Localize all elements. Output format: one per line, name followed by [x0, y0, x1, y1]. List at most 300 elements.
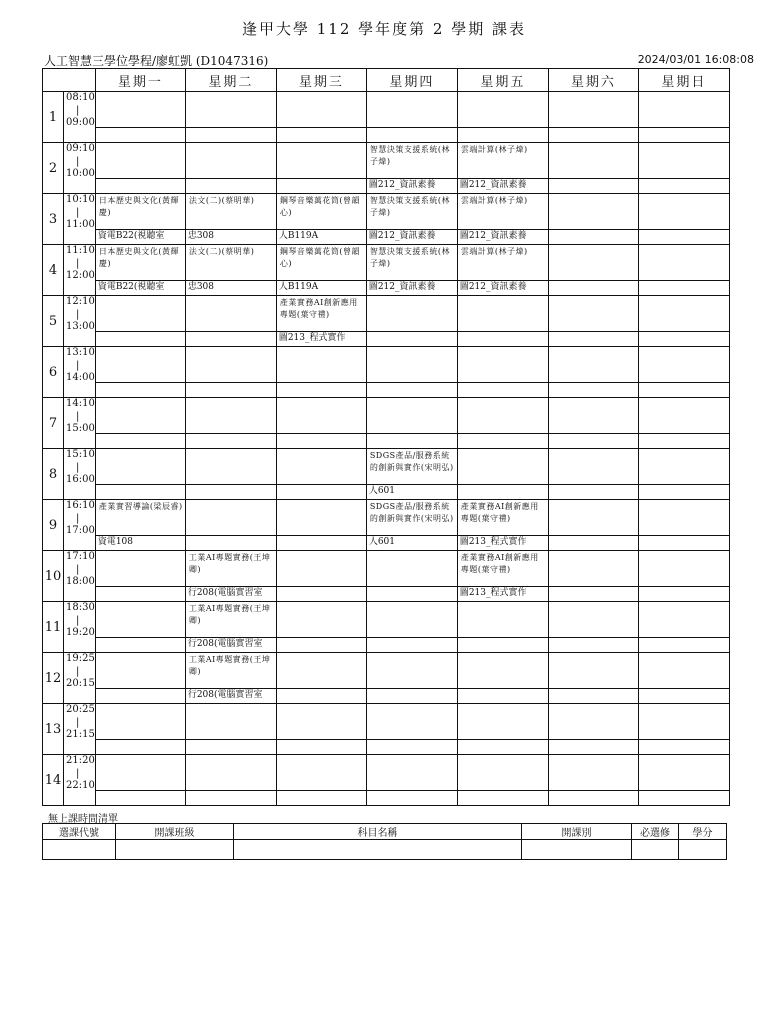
- period-number: 5: [43, 296, 64, 347]
- cell-divider: [549, 331, 638, 332]
- page-title: 逢甲大學 112 學年度第 2 學期 課表: [241, 20, 526, 38]
- course-name: 工業AI專題實務(王坤卿): [188, 655, 271, 676]
- schedule-cell: [95, 551, 185, 602]
- no-class-list-table: [42, 823, 727, 860]
- period-number: 6: [43, 347, 64, 398]
- period-time: [64, 296, 96, 347]
- cell-divider: [277, 484, 366, 485]
- period-time: [64, 449, 96, 500]
- schedule-cell: [548, 398, 638, 449]
- period-separator: |: [76, 512, 80, 524]
- schedule-cell: [276, 296, 366, 347]
- period-end: 20:15: [66, 678, 95, 689]
- schedule-cell: [185, 755, 276, 806]
- cell-divider: [96, 586, 185, 587]
- period-separator: |: [76, 716, 80, 728]
- course-room: 圖213_程式實作: [459, 588, 527, 598]
- schedule-cell: [276, 704, 366, 755]
- period-number: 1: [43, 92, 64, 143]
- day-header-fri: 星期五: [457, 69, 548, 92]
- schedule-cell: [185, 194, 276, 245]
- period-end: 19:20: [66, 627, 95, 638]
- period-start: 17:10: [66, 551, 95, 562]
- cell-divider: [96, 178, 185, 179]
- schedule-cell: [457, 143, 548, 194]
- schedule-cell: [276, 347, 366, 398]
- column-header: 開課別: [522, 824, 632, 840]
- cell-divider: [639, 127, 729, 128]
- cell-divider: [186, 433, 276, 434]
- timetable-header-row: [43, 69, 730, 92]
- period-end: 17:00: [66, 525, 95, 536]
- schedule-cell: [185, 500, 276, 551]
- course-name: 雲端計算(林子煒): [460, 196, 528, 205]
- no-class-list-cell: [632, 840, 679, 860]
- schedule-cell: [185, 704, 276, 755]
- course-name: 雲端計算(林子煒): [460, 247, 528, 256]
- course-room: 圖212_資訊素養: [459, 231, 527, 241]
- cell-divider: [277, 637, 366, 638]
- schedule-cell: [548, 296, 638, 347]
- course-room: 圖212_資訊素養: [459, 180, 527, 190]
- course-room: 圖212_資訊素養: [368, 180, 436, 190]
- period-separator: |: [76, 410, 80, 422]
- column-header: 開課班級: [116, 824, 234, 840]
- cell-divider: [549, 535, 638, 536]
- student-info: 人工智慧三學位學程/廖虹凱 (D1047316): [44, 54, 269, 68]
- schedule-cell: [638, 194, 729, 245]
- cell-divider: [96, 790, 185, 791]
- schedule-cell: [276, 194, 366, 245]
- period-number: 14: [43, 755, 64, 806]
- cell-divider: [367, 331, 457, 332]
- course-room: 圖213_程式實作: [459, 537, 527, 547]
- period-number: 11: [43, 602, 64, 653]
- schedule-cell: [95, 143, 185, 194]
- course-room: 圖212_資訊素養: [368, 231, 436, 241]
- cell-divider: [277, 688, 366, 689]
- schedule-cell: [638, 704, 729, 755]
- schedule-cell: [276, 92, 366, 143]
- schedule-cell: [457, 347, 548, 398]
- course-room: 行208(電腦實習室: [187, 639, 263, 649]
- course-room: 行208(電腦實習室: [187, 588, 263, 598]
- cell-divider: [549, 229, 638, 230]
- cell-divider: [277, 790, 366, 791]
- cell-divider: [277, 178, 366, 179]
- period-end: 09:00: [66, 117, 95, 128]
- course-room: 圖212_資訊素養: [459, 282, 527, 292]
- period-number: 2: [43, 143, 64, 194]
- column-header: 科目名稱: [234, 824, 522, 840]
- period-row: [43, 602, 730, 653]
- schedule-cell: [548, 755, 638, 806]
- period-end: 16:00: [66, 474, 95, 485]
- schedule-cell: [457, 500, 548, 551]
- schedule-cell: [366, 449, 457, 500]
- course-name: 工業AI專題實務(王坤卿): [188, 604, 271, 625]
- schedule-cell: [366, 398, 457, 449]
- schedule-cell: [276, 551, 366, 602]
- schedule-cell: [95, 449, 185, 500]
- period-row: [43, 500, 730, 551]
- cell-divider: [186, 790, 276, 791]
- schedule-cell: [548, 551, 638, 602]
- cell-divider: [367, 637, 457, 638]
- schedule-cell: [457, 602, 548, 653]
- course-name: 法文(二)(蔡明華): [188, 247, 255, 256]
- schedule-cell: [638, 755, 729, 806]
- cell-divider: [367, 127, 457, 128]
- course-name: 日本歷史與文化(黃輝慶): [98, 247, 179, 268]
- no-class-list-title: 無上課時間清單: [48, 814, 118, 825]
- schedule-cell: [276, 602, 366, 653]
- schedule-cell: [366, 755, 457, 806]
- period-separator: |: [76, 767, 80, 779]
- course-room: 行208(電腦實習室: [187, 690, 263, 700]
- course-room: 忠308: [187, 231, 215, 241]
- cell-divider: [549, 433, 638, 434]
- column-header: 必選修: [632, 824, 679, 840]
- cell-divider: [186, 382, 276, 383]
- course-room: 圖213_程式實作: [278, 333, 346, 343]
- schedule-cell: [366, 653, 457, 704]
- schedule-cell: [185, 143, 276, 194]
- period-end: 15:00: [66, 423, 95, 434]
- schedule-cell: [95, 194, 185, 245]
- schedule-cell: [95, 347, 185, 398]
- schedule-cell: [638, 296, 729, 347]
- course-name: 產業實習導論(梁辰睿): [98, 502, 183, 511]
- course-room: 人B119A: [278, 282, 319, 292]
- schedule-cell: [185, 602, 276, 653]
- period-row: [43, 653, 730, 704]
- period-end: 14:00: [66, 372, 95, 383]
- period-row: [43, 92, 730, 143]
- cell-divider: [458, 331, 548, 332]
- schedule-cell: [95, 500, 185, 551]
- period-number: 4: [43, 245, 64, 296]
- cell-divider: [639, 229, 729, 230]
- no-class-list-cell: [679, 840, 727, 860]
- schedule-cell: [548, 449, 638, 500]
- cell-divider: [186, 739, 276, 740]
- column-header: 學分: [679, 824, 727, 840]
- schedule-cell: [457, 755, 548, 806]
- cell-divider: [458, 433, 548, 434]
- course-room: 人601: [368, 486, 396, 496]
- period-row: [43, 194, 730, 245]
- cell-divider: [96, 739, 185, 740]
- day-header-mon: 星期一: [95, 69, 185, 92]
- schedule-cell: [276, 755, 366, 806]
- schedule-cell: [276, 143, 366, 194]
- cell-divider: [639, 280, 729, 281]
- cell-divider: [277, 586, 366, 587]
- period-row: [43, 551, 730, 602]
- course-room: 圖212_資訊素養: [368, 282, 436, 292]
- schedule-cell: [366, 347, 457, 398]
- cell-divider: [639, 586, 729, 587]
- cell-divider: [639, 790, 729, 791]
- timetable-body: [43, 92, 730, 806]
- course-name: 鋼琴音樂萬花筒(曾韻心): [279, 196, 360, 217]
- cell-divider: [458, 739, 548, 740]
- cell-divider: [549, 739, 638, 740]
- period-end: 10:00: [66, 168, 95, 179]
- schedule-cell: [548, 704, 638, 755]
- schedule-cell: [548, 92, 638, 143]
- schedule-cell: [276, 245, 366, 296]
- schedule-cell: [638, 347, 729, 398]
- schedule-cell: [638, 602, 729, 653]
- period-separator: |: [76, 155, 80, 167]
- period-separator: |: [76, 461, 80, 473]
- period-number: 9: [43, 500, 64, 551]
- schedule-cell: [366, 245, 457, 296]
- cell-divider: [639, 688, 729, 689]
- period-time: [64, 194, 96, 245]
- schedule-cell: [638, 143, 729, 194]
- schedule-cell: [638, 92, 729, 143]
- cell-divider: [458, 484, 548, 485]
- period-row: [43, 347, 730, 398]
- cell-divider: [458, 637, 548, 638]
- cell-divider: [458, 127, 548, 128]
- schedule-cell: [548, 194, 638, 245]
- period-end: 18:00: [66, 576, 95, 587]
- cell-divider: [186, 178, 276, 179]
- course-room: 忠308: [187, 282, 215, 292]
- course-name: 日本歷史與文化(黃輝慶): [98, 196, 179, 217]
- cell-divider: [96, 433, 185, 434]
- schedule-cell: [548, 653, 638, 704]
- period-end: 21:15: [66, 729, 95, 740]
- cell-divider: [549, 382, 638, 383]
- cell-divider: [96, 331, 185, 332]
- period-separator: |: [76, 257, 80, 269]
- cell-divider: [277, 382, 366, 383]
- period-time: [64, 143, 96, 194]
- schedule-cell: [366, 602, 457, 653]
- course-name: 產業實務AI創新應用專題(葉守禮): [460, 553, 539, 574]
- cell-divider: [96, 382, 185, 383]
- period-start: 13:10: [66, 347, 95, 358]
- no-class-list-row: [43, 840, 727, 860]
- day-header-wed: 星期三: [276, 69, 366, 92]
- no-class-list-cell: [234, 840, 522, 860]
- cell-divider: [549, 790, 638, 791]
- cell-divider: [549, 688, 638, 689]
- period-row: [43, 143, 730, 194]
- period-row: [43, 398, 730, 449]
- period-time: [64, 245, 96, 296]
- period-separator: |: [76, 206, 80, 218]
- period-start: 08:10: [66, 92, 95, 103]
- period-separator: |: [76, 104, 80, 116]
- cell-divider: [186, 484, 276, 485]
- cell-divider: [639, 739, 729, 740]
- cell-divider: [367, 382, 457, 383]
- schedule-cell: [185, 92, 276, 143]
- schedule-cell: [95, 704, 185, 755]
- cell-divider: [639, 331, 729, 332]
- cell-divider: [639, 484, 729, 485]
- period-time: [64, 704, 96, 755]
- cell-divider: [186, 331, 276, 332]
- period-start: 09:10: [66, 143, 95, 154]
- day-header-thu: 星期四: [366, 69, 457, 92]
- course-name: SDGS產品/服務系統的創新與實作(宋明弘): [369, 451, 454, 472]
- cell-divider: [186, 535, 276, 536]
- period-time: [64, 755, 96, 806]
- schedule-cell: [366, 551, 457, 602]
- cell-divider: [639, 382, 729, 383]
- schedule-cell: [457, 653, 548, 704]
- course-room: 資電108: [97, 537, 134, 547]
- cell-divider: [549, 178, 638, 179]
- period-number: 8: [43, 449, 64, 500]
- cell-divider: [549, 586, 638, 587]
- cell-divider: [458, 790, 548, 791]
- period-time: [64, 92, 96, 143]
- period-separator: |: [76, 614, 80, 626]
- period-row: [43, 704, 730, 755]
- course-name: 產業實務AI創新應用專題(葉守禮): [460, 502, 539, 523]
- period-number: 12: [43, 653, 64, 704]
- no-class-list-cell: [43, 840, 116, 860]
- period-row: [43, 449, 730, 500]
- course-room: 資電B22(視聽室: [97, 231, 165, 241]
- course-name: 工業AI專題實務(王坤卿): [188, 553, 271, 574]
- period-start: 19:25: [66, 653, 95, 664]
- period-row: [43, 296, 730, 347]
- schedule-cell: [185, 347, 276, 398]
- cell-divider: [96, 637, 185, 638]
- cell-divider: [639, 535, 729, 536]
- cell-divider: [367, 433, 457, 434]
- course-room: 人B119A: [278, 231, 319, 241]
- period-start: 18:30: [66, 602, 95, 613]
- schedule-cell: [366, 296, 457, 347]
- schedule-cell: [457, 398, 548, 449]
- no-class-list-header-row: [43, 824, 727, 840]
- course-name: 智慧決策支援系統(林子煒): [369, 145, 450, 166]
- schedule-cell: [638, 500, 729, 551]
- schedule-cell: [95, 245, 185, 296]
- schedule-cell: [95, 296, 185, 347]
- period-number: 7: [43, 398, 64, 449]
- schedule-cell: [457, 194, 548, 245]
- schedule-cell: [95, 92, 185, 143]
- period-separator: |: [76, 563, 80, 575]
- cell-divider: [639, 178, 729, 179]
- course-name: SDGS產品/服務系統的創新與實作(宋明弘): [369, 502, 454, 523]
- period-start: 15:10: [66, 449, 95, 460]
- schedule-cell: [366, 92, 457, 143]
- cell-divider: [549, 484, 638, 485]
- period-time: [64, 602, 96, 653]
- day-header-tue: 星期二: [185, 69, 276, 92]
- cell-divider: [549, 637, 638, 638]
- no-class-list-body: [43, 840, 727, 860]
- schedule-cell: [548, 602, 638, 653]
- cell-divider: [277, 535, 366, 536]
- schedule-cell: [366, 704, 457, 755]
- cell-divider: [639, 433, 729, 434]
- schedule-cell: [638, 449, 729, 500]
- schedule-cell: [457, 245, 548, 296]
- cell-divider: [277, 127, 366, 128]
- period-end: 22:10: [66, 780, 95, 791]
- day-header-sat: 星期六: [548, 69, 638, 92]
- schedule-cell: [185, 296, 276, 347]
- schedule-cell: [185, 449, 276, 500]
- schedule-cell: [457, 449, 548, 500]
- period-time: [64, 500, 96, 551]
- schedule-cell: [638, 551, 729, 602]
- cell-divider: [96, 127, 185, 128]
- period-start: 12:10: [66, 296, 95, 307]
- schedule-cell: [185, 398, 276, 449]
- corner-cell: [43, 69, 96, 92]
- period-time: [64, 653, 96, 704]
- cell-divider: [96, 484, 185, 485]
- schedule-cell: [185, 653, 276, 704]
- schedule-cell: [276, 653, 366, 704]
- cell-divider: [367, 586, 457, 587]
- period-time: [64, 551, 96, 602]
- schedule-cell: [457, 704, 548, 755]
- period-separator: |: [76, 359, 80, 371]
- period-number: 3: [43, 194, 64, 245]
- day-header-sun: 星期日: [638, 69, 729, 92]
- cell-divider: [186, 127, 276, 128]
- cell-divider: [367, 739, 457, 740]
- course-name: 產業實務AI創新應用專題(葉守禮): [279, 298, 358, 319]
- period-number: 13: [43, 704, 64, 755]
- period-start: 16:10: [66, 500, 95, 511]
- schedule-cell: [276, 449, 366, 500]
- cell-divider: [549, 280, 638, 281]
- course-name: 鋼琴音樂萬花筒(曾韻心): [279, 247, 360, 268]
- course-name: 法文(二)(蔡明華): [188, 196, 255, 205]
- schedule-cell: [638, 245, 729, 296]
- cell-divider: [458, 688, 548, 689]
- schedule-cell: [95, 398, 185, 449]
- period-start: 21:20: [66, 755, 95, 766]
- schedule-cell: [457, 551, 548, 602]
- course-name: 雲端計算(林子煒): [460, 145, 528, 154]
- period-end: 11:00: [66, 219, 95, 230]
- course-room: 資電B22(視聽室: [97, 282, 165, 292]
- period-start: 10:10: [66, 194, 95, 205]
- print-timestamp: 2024/03/01 16:08:08: [637, 53, 754, 66]
- schedule-cell: [185, 245, 276, 296]
- schedule-cell: [548, 245, 638, 296]
- period-start: 20:25: [66, 704, 95, 715]
- schedule-cell: [638, 398, 729, 449]
- schedule-cell: [366, 500, 457, 551]
- cell-divider: [367, 688, 457, 689]
- cell-divider: [277, 739, 366, 740]
- timetable: [42, 68, 730, 806]
- schedule-cell: [457, 296, 548, 347]
- schedule-cell: [548, 500, 638, 551]
- period-start: 14:10: [66, 398, 95, 409]
- cell-divider: [277, 433, 366, 434]
- cell-divider: [549, 127, 638, 128]
